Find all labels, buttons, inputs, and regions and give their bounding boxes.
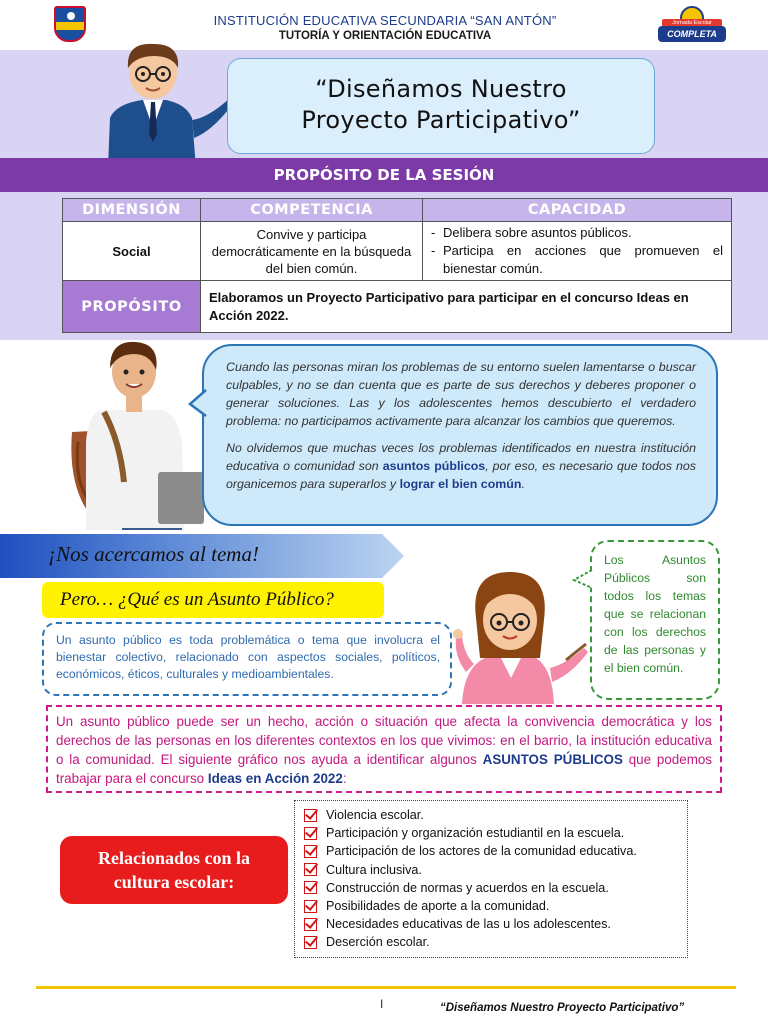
- competence-cell: Convive y participa democráticamente en la búsqueda del bien común.: [201, 222, 423, 281]
- competence-table: [62, 198, 732, 333]
- issues-list: [304, 806, 684, 952]
- page-title: “Diseñamos Nuestro Proyecto Participativo”: [301, 75, 581, 134]
- student-boy-illustration: [64, 332, 204, 530]
- checkbox-checked-icon: [304, 827, 317, 840]
- dimension-cell: Social: [63, 222, 201, 281]
- checkbox-checked-icon: [304, 900, 317, 913]
- public-issue-text: Un asunto público puede ser un hecho, acción o situación que afecta la convivencia democrática y los derechos de las personas en los diferentes contextos en los que vivimos: en el barrio, la institución educativa o la comunidad. El siguiente gráfico nos ayuda a identificar algunos ASUNTOS PÚBLICOS que podemos trabajar para el concurso Ideas en Acción 2022:: [56, 714, 712, 786]
- checkbox-checked-icon: [304, 936, 317, 949]
- list-item: Participación de los actores de la comunidad educativa.: [304, 842, 684, 860]
- teacher-speech-text: Los Asuntos Públicos son todos los temas que se relacionan con los derechos de las personas y el bien común.: [604, 553, 706, 675]
- checkbox-checked-icon: [304, 863, 317, 876]
- list-item: Violencia escolar.: [304, 806, 684, 824]
- checkbox-checked-icon: [304, 881, 317, 894]
- teacher-woman-illustration: [440, 568, 590, 704]
- section-heading: ¡Nos acercamos al tema!: [48, 542, 259, 566]
- header-competence: COMPETENCIA: [201, 199, 423, 222]
- school-name: INSTITUCIÓN EDUCATIVA SECUNDARIA “SAN ANTÓN”: [213, 13, 557, 28]
- table-header-row: [63, 199, 732, 222]
- footer-divider: [36, 986, 736, 989]
- jornada-completa-logo: Jornada Escolar COMPLETA: [656, 6, 728, 46]
- highlight-bien-comun: lograr el bien común: [399, 477, 522, 491]
- checkbox-checked-icon: [304, 918, 317, 931]
- list-item: Necesidades educativas de las u los adolescentes.: [304, 915, 684, 933]
- capacity-item: - Delibera sobre asuntos públicos.: [431, 224, 723, 242]
- table-row: [63, 281, 732, 333]
- school-culture-label: Relacionados con la cultura escolar:: [97, 848, 250, 892]
- capacity-cell: [423, 222, 732, 281]
- list-item: Construcción de normas y acuerdos en la escuela.: [304, 879, 684, 897]
- footer-title: “Diseñamos Nuestro Proyecto Participativo”: [440, 1002, 685, 1014]
- list-item: Deserción escolar.: [304, 933, 684, 951]
- list-item: Participación y organización estudiantil en la escuela.: [304, 824, 684, 842]
- highlight-ideas: Ideas en Acción 2022: [207, 771, 343, 786]
- highlight-asuntos: ASUNTOS PÚBLICOS: [482, 752, 623, 767]
- checkbox-checked-icon: [304, 845, 317, 858]
- purpose-text: Elaboramos un Proyecto Participativo para participar en el concurso Ideas en Acción 2022.: [201, 281, 732, 333]
- bubble-tail: [188, 388, 208, 418]
- header-dimension: DIMENSIÓN: [63, 199, 201, 222]
- department-name: TUTORÍA Y ORIENTACIÓN EDUCATIVA: [278, 30, 492, 42]
- context-text: Cuando las personas miran los problemas de su entorno suelen lamentarse o buscar culpables, y no se dan cuenta que es parte de sus derechos y deberes proponer o generar soluciones. Las y los adolescentes hemos descubierto el verdadero problema: no participamos activamente para alcanzar los cambios que queremos. No olvidemos que muchas veces los problemas identificados en nuestra institución educativa o comunidad son asuntos públicos, por eso, es necesario que todos nos organicemos para superarlos y lograr el bien común.: [226, 360, 697, 491]
- page-number: I: [380, 997, 384, 1011]
- school-shield-logo: [54, 6, 86, 42]
- purpose-label: PROPÓSITO: [63, 281, 201, 333]
- table-row: [63, 222, 732, 281]
- list-item: Cultura inclusiva.: [304, 861, 684, 879]
- purpose-banner-title: PROPÓSITO DE LA SESIÓN: [273, 166, 495, 184]
- question-text: Pero… ¿Qué es un Asunto Público?: [60, 589, 334, 610]
- list-item: Posibilidades de aporte a la comunidad.: [304, 897, 684, 915]
- highlight-asuntos-publicos: asuntos públicos: [382, 459, 486, 473]
- header-capacity: CAPACIDAD: [423, 199, 732, 222]
- definition-text: Un asunto público es toda problemática o tema que involucra el bienestar colectivo, relacionado con aspectos sociales, políticos, económicos, éticos, culturales y medioambientales.: [56, 633, 440, 681]
- teacher-man-illustration: [96, 38, 236, 168]
- capacity-item: - Participa en acciones que promueven el bienestar común.: [431, 242, 723, 278]
- checkbox-checked-icon: [304, 809, 317, 822]
- bubble-tail: [572, 566, 594, 592]
